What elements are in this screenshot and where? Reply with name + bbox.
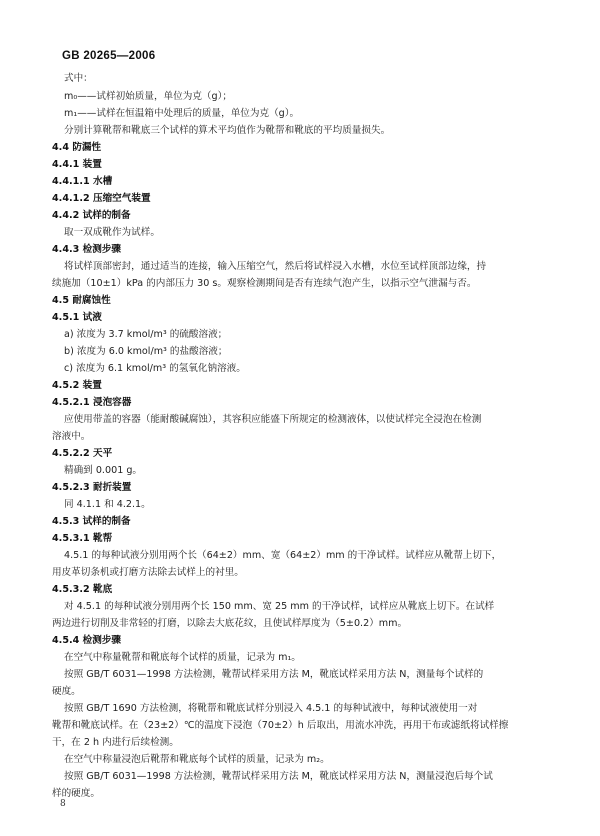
body-text-line: 分别计算靴帮和靴底三个试样的算术平均值作为靴帮和靴底的平均质量损失。 xyxy=(64,125,391,136)
body-text-line: 用皮革切条机或打磨方法除去试样上的衬里。 xyxy=(52,567,244,578)
section-heading: 4.5.2.3 耐折装置 xyxy=(52,482,132,493)
body-text-line: 两边进行切削及非常轻的打磨，以除去大底花纹，且使试样厚度为（5±0.2）mm。 xyxy=(52,618,408,629)
section-heading: 4.5.3.2 靴底 xyxy=(52,584,113,595)
body-text-line: m₀——试样初始质量，单位为克（g）； xyxy=(64,91,232,102)
body-text-line: 干，在 2 h 内进行后续检测。 xyxy=(52,737,179,748)
section-heading: 4.5.2.1 浸泡容器 xyxy=(52,397,132,408)
section-heading: 4.5.3.1 靴帮 xyxy=(52,533,113,544)
document-header: GB 20265—2006 xyxy=(62,50,156,62)
body-text-line: m₁——试样在恒温箱中处理后的质量，单位为克（g）。 xyxy=(64,108,300,119)
section-heading: 4.4.3 检测步骤 xyxy=(52,244,122,255)
section-heading: 4.5.2 装置 xyxy=(52,380,102,391)
section-heading: 4.5.2.2 天平 xyxy=(52,448,113,459)
section-heading: 4.5.3 试样的制备 xyxy=(52,516,131,527)
body-text-line: 在空气中称量靴帮和靴底每个试样的质量，记录为 m₁。 xyxy=(64,652,301,663)
body-text-line: a) 浓度为 3.7 kmol/m³ 的硫酸溶液； xyxy=(64,329,228,340)
body-text-line: 将试样顶部密封，通过适当的连接，输入压缩空气，然后将试样浸入水槽，水位至试样顶部边缘，持 xyxy=(64,261,487,272)
section-heading: 4.5 耐腐蚀性 xyxy=(52,295,111,306)
section-heading: 4.4.1.2 压缩空气装置 xyxy=(52,193,151,204)
body-text-line: 同 4.1.1 和 4.2.1。 xyxy=(64,499,151,510)
body-text-line: 按照 GB/T 6031—1998 方法检测，靴帮试样采用方法 M，靴底试样采用方法 N，测量每个试样的 xyxy=(64,669,484,680)
body-text-line: 按照 GB/T 6031—1998 方法检测，靴帮试样采用方法 M，靴底试样采用方法 N，测量浸泡后每个试 xyxy=(64,771,493,782)
body-text-line: 续施加（10±1）kPa 的内部压力 30 s。观察检测期间是否有连续气泡产生，以指示空气泄漏与否。 xyxy=(52,278,477,289)
body-text-line: b) 浓度为 6.0 kmol/m³ 的盐酸溶液； xyxy=(64,346,228,357)
section-heading: 4.4 防漏性 xyxy=(52,142,102,153)
page-number: 8 xyxy=(60,799,66,809)
body-text-line: 样的硬度。 xyxy=(52,788,100,799)
body-text-line: 在空气中称量浸泡后靴帮和靴底每个试样的质量，记录为 m₂。 xyxy=(64,754,330,765)
body-text-line: 应使用带盖的容器（能耐酸碱腐蚀），其容积应能盛下所规定的检测液体，以使试样完全浸泡在检测 xyxy=(64,414,482,425)
body-text-line: 取一双成靴作为试样。 xyxy=(64,227,160,238)
body-text-line: 式中： xyxy=(64,73,93,84)
section-heading: 4.5.4 检测步骤 xyxy=(52,635,122,646)
body-text-line: 按照 GB/T 1690 方法检测，将靴帮和靴底试样分别浸入 4.5.1 的每种试液中，每种试液使用一对 xyxy=(64,703,478,714)
section-heading: 4.4.1.1 水槽 xyxy=(52,176,113,187)
section-heading: 4.5.1 试液 xyxy=(52,312,102,323)
body-text-line: c) 浓度为 6.1 kmol/m³ 的氢氧化钠溶液。 xyxy=(64,363,246,374)
body-text-line: 溶液中。 xyxy=(52,431,91,442)
section-heading: 4.4.1 装置 xyxy=(52,159,102,170)
body-text-line: 4.5.1 的每种试液分别用两个长（64±2）mm、宽（64±2）mm 的干净试样。试样应从靴帮上切下， xyxy=(64,550,502,561)
body-text-line: 靴帮和靴底试样。在（23±2）℃的温度下浸泡（70±2）h 后取出，用流水冲洗，再用干布或滤纸将试样擦 xyxy=(52,720,509,731)
body-text-line: 精确到 0.001 g。 xyxy=(64,465,143,476)
body-text-line: 硬度。 xyxy=(52,686,81,697)
section-heading: 4.4.2 试样的制备 xyxy=(52,210,131,221)
body-text-line: 对 4.5.1 的每种试液分别用两个长 150 mm、宽 25 mm 的干净试样，试样应从靴底上切下。在试样 xyxy=(64,601,495,612)
